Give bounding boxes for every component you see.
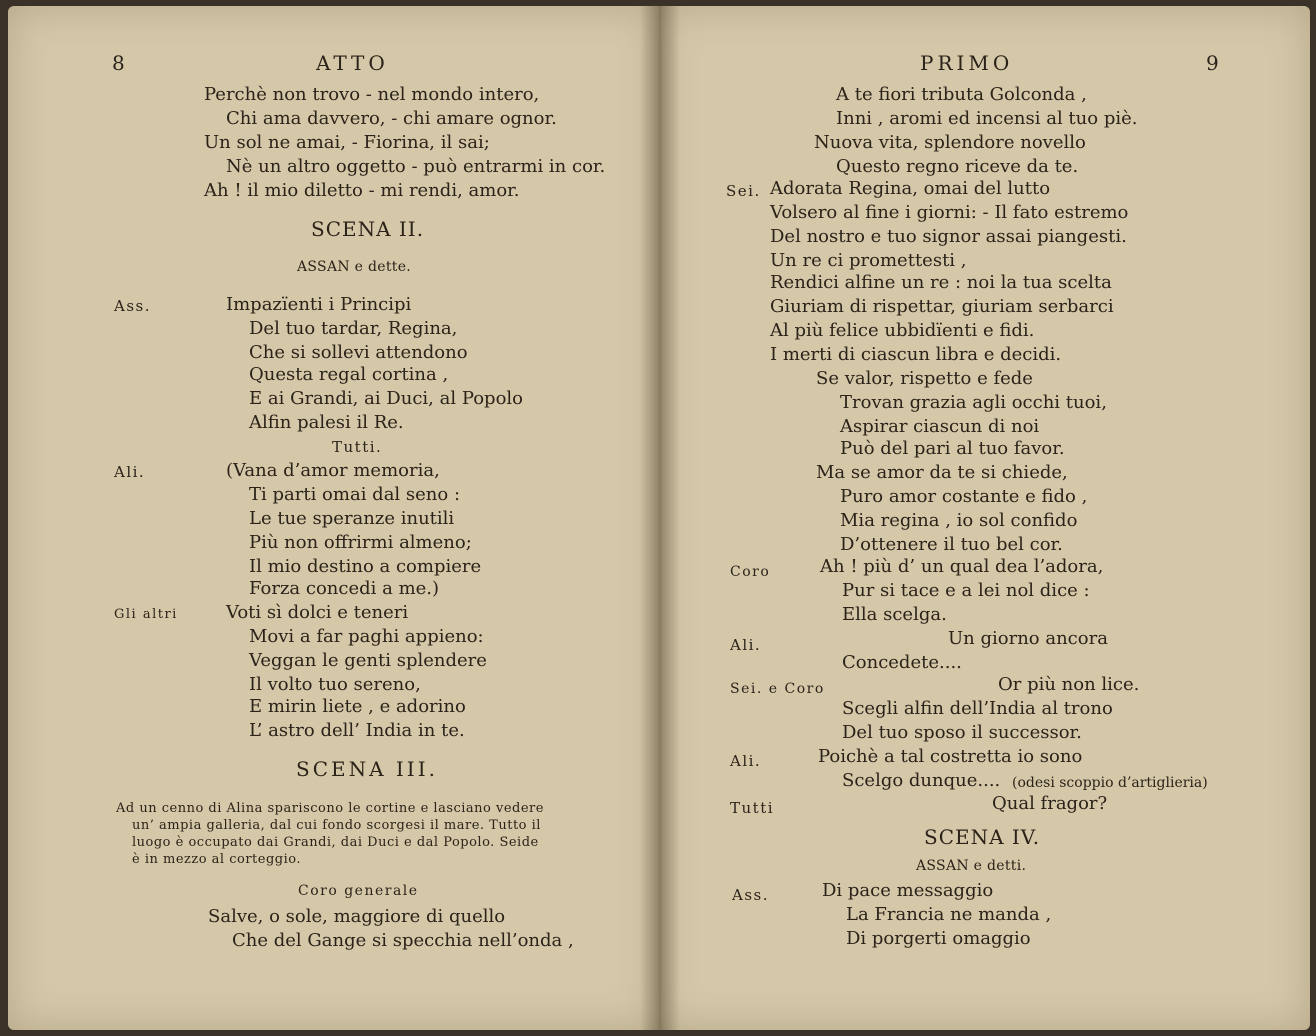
speaker-label: Coro <box>730 564 771 580</box>
verse-line: Giuriam di rispettar, giuriam serbarci <box>770 296 1114 317</box>
speaker-label: Ass. <box>732 886 769 904</box>
verse-line: Del tuo sposo il successor. <box>842 722 1082 743</box>
stage-direction-line: Ad un cenno di Alina spariscono le cortine e lasciano vedere <box>116 801 544 816</box>
verse-line: Le tue speranze inutili <box>249 508 455 529</box>
verse-line: Veggan le genti splendere <box>249 650 487 671</box>
verse-line: Al più felice ubbidïenti e fidi. <box>770 320 1035 341</box>
verse-line: Aspirar ciascun di noi <box>840 416 1040 437</box>
verse-line: Trovan grazia agli occhi tuoi, <box>840 392 1107 413</box>
verse-line: D’ottenere il tuo bel cor. <box>840 534 1063 555</box>
stage-direction-line: luogo è occupato dai Grandi, dai Duci e dal Popolo. Seide <box>132 835 539 850</box>
verse-line: Or più non lice. <box>998 674 1140 695</box>
verse-line: Volsero al fine i giorni: - Il fato estremo <box>770 202 1129 223</box>
verse-line: Inni , aromi ed incensi al tuo piè. <box>836 108 1138 129</box>
verse-line: Di pace messaggio <box>822 880 994 901</box>
scene-cast: ASSAN e dette. <box>297 259 412 275</box>
speaker-label: Ali. <box>730 636 762 654</box>
verse-line: Alfin palesi il Re. <box>249 412 404 433</box>
verse-line: Ah ! il mio diletto - mi rendi, amor. <box>204 180 520 201</box>
right-page <box>658 6 1310 1030</box>
stage-aside: (odesi scoppio d’artiglieria) <box>1012 775 1208 791</box>
verse-line: Ah ! più d’ un qual dea l’adora, <box>820 556 1104 577</box>
verse-line: Scegli alfin dell’India al trono <box>842 698 1113 719</box>
verse-line: Ma se amor da te si chiede, <box>816 462 1068 483</box>
verse-line: Del nostro e tuo signor assai piangesti. <box>770 226 1127 247</box>
verse-line: L’ astro dell’ India in te. <box>249 720 465 741</box>
speaker-label: Ass. <box>114 297 151 315</box>
verse-line: Scelgo dunque.... <box>842 770 1001 791</box>
verse-line: E ai Grandi, ai Duci, al Popolo <box>249 388 523 409</box>
verse-line: Nè un altro oggetto - può entrarmi in cor. <box>226 156 606 177</box>
verse-line: Adorata Regina, omai del lutto <box>770 178 1051 199</box>
verse-line: Forza concedi a me.) <box>249 578 440 599</box>
speaker-label: Sei. <box>726 182 761 200</box>
verse-line: Un sol ne amai, - Fiorina, il sai; <box>204 132 490 153</box>
verse-line: Nuova vita, splendore novello <box>814 132 1086 153</box>
scene-cast: ASSAN e detti. <box>916 858 1027 874</box>
verse-line: La Francia ne manda , <box>846 904 1052 925</box>
scene-title: SCENA III. <box>296 757 438 781</box>
verse-line: Il mio destino a compiere <box>249 556 482 577</box>
verse-line: Questo regno riceve da te. <box>836 156 1079 177</box>
verse-line: Può del pari al tuo favor. <box>840 438 1065 459</box>
left-page <box>8 6 658 1030</box>
verse-line: Impazïenti i Principi <box>226 294 412 315</box>
speaker-label: Tutti <box>730 799 775 817</box>
verse-line: Un re ci promettesti , <box>770 250 967 271</box>
verse-line: Questa regal cortina , <box>249 364 449 385</box>
verse-line: Rendici alfine un re : noi la tua scelta <box>770 272 1112 293</box>
chorus-label: Coro generale <box>298 883 419 899</box>
speaker-label: Ali. <box>114 463 146 481</box>
verse-line: Mia regina , io sol confido <box>840 510 1078 531</box>
page-number: 8 <box>112 51 125 75</box>
verse-line: Il volto tuo sereno, <box>249 674 421 695</box>
book-gutter <box>640 6 680 1030</box>
verse-line: Qual fragor? <box>992 793 1108 814</box>
stage-direction-line: è in mezzo al corteggio. <box>132 852 301 867</box>
verse-line: Pur si tace e a lei nol dice : <box>842 580 1090 601</box>
speaker-label: Ali. <box>730 752 762 770</box>
verse-line: Un giorno ancora <box>948 628 1108 649</box>
verse-line: Ella scelga. <box>842 604 947 625</box>
speaker-label: Gli altri <box>114 607 178 622</box>
page-number: 9 <box>1206 51 1219 75</box>
verse-line: (Vana d’amor memoria, <box>226 460 440 481</box>
speaker-label: Sei. e Coro <box>730 681 825 697</box>
scene-title: SCENA IV. <box>924 825 1041 849</box>
verse-line: Che del Gange si specchia nell’onda , <box>232 930 574 951</box>
stage-direction-line: un’ ampia galleria, dal cui fondo scorgesi il mare. Tutto il <box>132 818 541 833</box>
running-head: ATTO <box>316 51 389 75</box>
verse-line: Salve, o sole, maggiore di quello <box>208 906 506 927</box>
verse-line: Di porgerti omaggio <box>846 928 1031 949</box>
verse-line: Puro amor costante e fido , <box>840 486 1088 507</box>
verse-line: A te fiori tributa Golconda , <box>836 84 1087 105</box>
verse-line: Del tuo tardar, Regina, <box>249 318 458 339</box>
verse-line: Che si sollevi attendono <box>249 342 468 363</box>
running-head: PRIMO <box>920 51 1014 75</box>
verse-line: Voti sì dolci e teneri <box>226 602 409 623</box>
verse-line: Chi ama davvero, - chi amare ognor. <box>226 108 557 129</box>
verse-line: Poichè a tal costretta io sono <box>818 746 1083 767</box>
verse-line: Se valor, rispetto e fede <box>816 368 1033 389</box>
verse-line: Più non offrirmi almeno; <box>249 532 472 553</box>
verse-line: Ti parti omai dal seno : <box>249 484 461 505</box>
speaker-label: Tutti. <box>332 438 383 456</box>
verse-line: Perchè non trovo - nel mondo intero, <box>204 84 540 105</box>
verse-line: I merti di ciascun libra e decidi. <box>770 344 1062 365</box>
scene-title: SCENA II. <box>311 217 425 241</box>
verse-line: Concedete.... <box>842 652 962 673</box>
verse-line: Movi a far paghi appieno: <box>249 626 484 647</box>
verse-line: E mirin liete , e adorino <box>249 696 466 717</box>
